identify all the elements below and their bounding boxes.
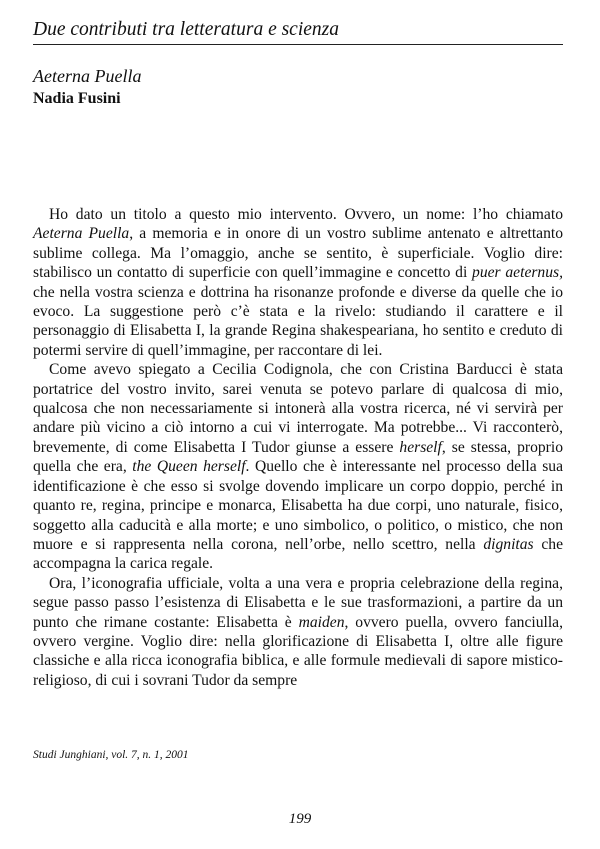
italic-text: maiden: [298, 613, 345, 631]
text-run: che accompagna la carica regale.: [33, 535, 564, 573]
text-run: . Quello che è interessante nel processo della sua identificazione è che esso si svolge dovendo implicare un corpo doppio, perché in quanto re, regina, principe e monarca, Elisabetta ha due corpi, uno naturale, fisico, soggetto alla caducità e alla morte; e uno simbolico, o politico, o mistico, che non muore e si rappresenta nella corona, nell’orbe, nello scettro, nella: [33, 458, 564, 553]
italic-text: the Queen herself: [132, 458, 246, 476]
paragraph: [33, 205, 563, 360]
running-head: Due contributi tra letteratura e scienza: [33, 18, 563, 45]
italic-text: dignitas: [483, 535, 534, 553]
text-run: , se stessa, proprio quella che era,: [33, 438, 563, 476]
text-run: Ora, l’iconografia ufficiale, volta a una vera e propria celebrazione della regina, segue passo passo l’esistenza di Elisabetta e le sue trasformazioni, a partire da un punto che rimane costante: Elisabetta è: [33, 574, 563, 631]
paragraph: [33, 360, 563, 573]
journal-citation: Studi Junghiani, vol. 7, n. 1, 2001: [33, 749, 189, 761]
text-run: Come avevo spiegato a Cecilia Codignola, che con Cristina Barducci è stata portatrice del vostro invito, sarei venuta se potevo parlare di qualcosa di mio, qualcosa che non necessariamente si intonerà alla vostra ricerca, né vi servirà per andare più vicino a ciò intorno a cui vi interrogate. Ma potrebbe... Vi racconterò, brevemente, di come Elisabetta I Tudor giunse a essere: [33, 361, 563, 456]
author-name: Nadia Fusini: [33, 90, 121, 107]
article-body: [33, 205, 563, 690]
text-run: , a memoria e in onore di un vostro sublime antenato e altrettanto sublime collega. Ma l’omaggio, anche se sentito, è superficiale. Voglio dire: stabilisco un contatto di superficie con quell’immagine e concetto di: [33, 225, 563, 282]
paragraph: [33, 574, 563, 690]
text-run: Ho dato un titolo a questo mio intervento. Ovvero, un nome: l’ho chiamato: [49, 206, 563, 223]
text-run: che nella vostra scienza e dottrina ha risonanze profonde e diverse da quelle che io evoco. La suggestione però c’è stata e la rivelo: studiando il carattere e il personaggio di Elisabetta I, la grande Regina shakespeariana, ho sentito e creduto di potermi servire di quell’immagine, per raccontare di lei.: [33, 283, 563, 359]
article-title: Aeterna Puella: [33, 66, 142, 86]
page-number: 199: [288, 811, 312, 827]
text-run: , ovvero puella, ovvero fanciulla, ovvero vergine. Voglio dire: nella glorificazione di Elisabetta I, oltre alle figure classiche e alla ricca iconografia biblica, e alle formule medievali di sapore mistico-religioso, di cui i sovrani Tudor da sempre: [33, 613, 563, 689]
italic-text: Aeterna Puella: [33, 225, 130, 243]
italic-text: herself: [399, 438, 442, 456]
italic-text: puer aeternus,: [472, 264, 563, 282]
